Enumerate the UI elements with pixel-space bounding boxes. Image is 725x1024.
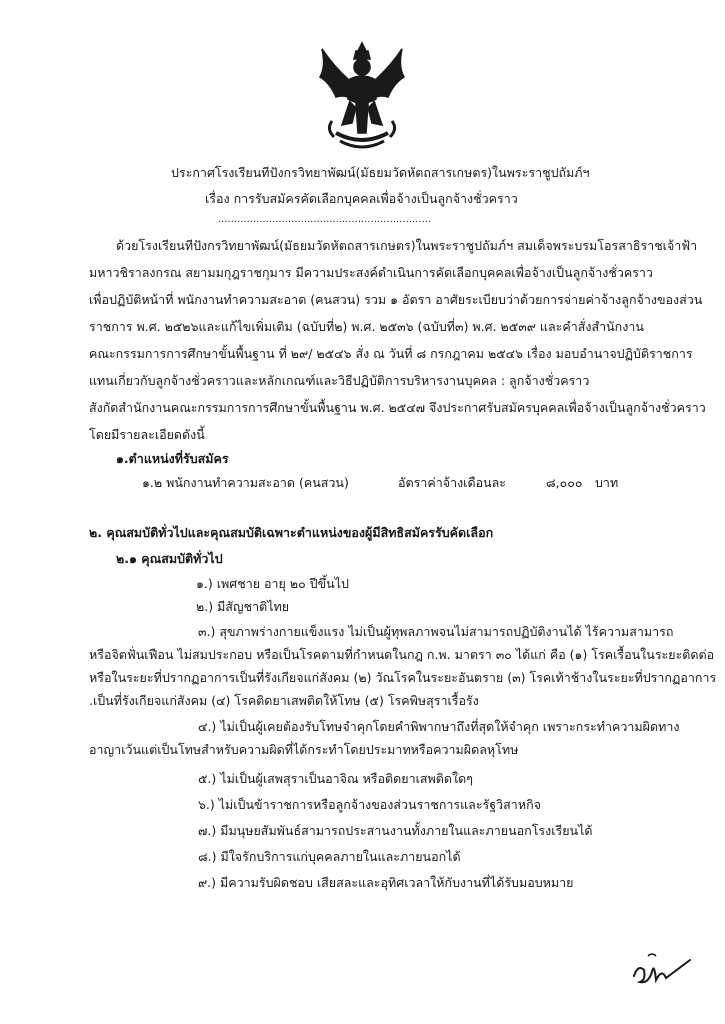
qualification-item: ๕.) ไม่เป็นผู้เสพสุราเป็นอาจิณ หรือติดยาเสพติดใดๆ: [198, 771, 473, 786]
intro-line: ราชการ พ.ศ. ๒๕๒๖และแก้ไขเพิ่มเติม (ฉบับที่๒) พ.ศ. ๒๕๓๖ (ฉบับที่๓) พ.ศ. ๒๕๓๙ และคำสั่งสำนักงาน: [89, 319, 644, 334]
qualification-item: ๙.) มีความรับผิดชอบ เสียสละและอุทิศเวลาให้กับงานที่ได้รับมอบหมาย: [198, 875, 574, 890]
announcement-subject: เรื่อง การรับสมัครคัดเลือกบุคคลเพื่อจ้างเป็นลูกจ้างชั่วคราว: [205, 191, 518, 206]
intro-line: โดยมีรายละเอียดดังนี้: [89, 427, 205, 442]
qualification-item: ๑.) เพศชาย อายุ ๒๐ ปีขึ้นไป: [196, 576, 349, 591]
intro-line: ด้วยโรงเรียนทีปังกรวิทยาพัฒน์(มัธยมวัดหัตถสารเกษตร)ในพระราชูปถัมภ์ฯ สมเด็จพระบรมโอรสาธิราชเจ้าฟ้า: [116, 238, 698, 253]
position-name: ๑.๒ พนักงานทำความสะอาด (คนสวน): [142, 475, 349, 490]
section1-heading: ๑.ตำแหน่งที่รับสมัคร: [116, 451, 229, 466]
qualification-item: ๗.) มีมนุษยสัมพันธ์สามารถประสานงานทั้งภายในและภายนอกโรงเรียนได้: [198, 823, 593, 838]
intro-line: แทนเกี่ยวกับลูกจ้างชั่วคราวและหลักเกณฑ์และวิธีปฏิบัติการบริหารงานบุคคล : ลูกจ้างชั่วคราว: [89, 373, 590, 388]
qualification-item-cont: .เป็นที่รังเกียจแก่สังคม (๔) โรคติดยาเสพติดให้โทษ (๕) โรคพิษสุราเรื้อรัง: [89, 693, 479, 708]
wage-value: ๘,๐๐๐: [546, 475, 583, 490]
qualification-item-cont: อาญาเว้นแต่เป็นโทษสำหรับความผิดที่ได้กระทำโดยประมาทหรือความผิดลหุโทษ: [89, 742, 519, 757]
section2-heading: ๒. คุณสมบัติทั่วไปและคุณสมบัติเฉพาะตำแหน่งของผู้มีสิทธิสมัครรับคัดเลือก: [89, 525, 494, 540]
intro-line: มหาวชิราลงกรณ สยามมกุฎราชกุมาร มีความประสงค์ดำเนินการคัดเลือกบุคคลเพื่อจ้างเป็นลูกจ้างชั่วคราว: [89, 265, 653, 280]
qualification-item: ๒.) มีสัญชาติไทย: [196, 599, 290, 614]
qualification-item-cont: หรือในระยะที่ปรากฏอาการเป็นที่รังเกียจแก่สังคม (๒) วัณโรคในระยะอันตราย (๓) โรคเท้าช้างในระยะที่ปรากฏอาการ: [89, 670, 717, 685]
intro-line: คณะกรรมการการศึกษาขั้นพื้นฐาน ที่ ๒๙/ ๒๕๔๖ สั่ง ณ วันที่ ๘ กรกฎาคม ๒๕๔๖ เรื่อง มอบอำนาจปฏิบัติราชการ: [89, 346, 693, 361]
garuda-emblem-icon: [312, 37, 412, 155]
intro-line: สังกัดสำนักงานคณะกรรมการการศึกษาขั้นพื้นฐาน พ.ศ. ๒๕๔๗ จึงประกาศรับสมัครบุคคลเพื่อจ้างเป็นลูกจ้างชั่วคราว: [89, 400, 706, 415]
section2-subheading: ๒.๑ คุณสมบัติทั่วไป: [116, 551, 223, 566]
qualification-item: ๖.) ไม่เป็นข้าราชการหรือลูกจ้างของส่วนราชการและรัฐวิสาหกิจ: [198, 797, 541, 812]
qualification-item: ๘.) มีใจรักบริการแก่บุคคลภายในและภายนอกได้: [198, 849, 461, 864]
qualification-item: ๔.) ไม่เป็นผู้เคยต้องรับโทษจำคุกโดยคำพิพากษาถึงที่สุดให้จำคุก เพราะกระทำความผิดทาง: [198, 719, 680, 734]
wage-unit: บาท: [595, 475, 619, 490]
qualification-item: ๓.) สุขภาพร่างกายแข็งแรง ไม่เป็นผู้ทุพลภาพจนไม่สามารถปฏิบัติงานได้ ไร้ความสามารถ: [198, 624, 674, 639]
qualification-item-cont: หรือจิตฟั่นเฟือน ไม่สมประกอบ หรือเป็นโรคตามที่กำหนดในกฎ ก.พ. มาตรา ๓๐ ได้แก่ คือ (๑) โรคเรื้อนในระยะติดต่อ: [89, 647, 715, 662]
wage-label: อัตราค่าจ้างเดือนละ: [398, 475, 507, 490]
announcement-title: ประกาศโรงเรียนทีปังกรวิทยาพัฒน์(มัธยมวัดหัตถสารเกษตร)ในพระราชูปถัมภ์ฯ: [171, 165, 590, 180]
title-divider: ...................................................................: [218, 214, 431, 225]
handwritten-signature: [628, 950, 698, 990]
intro-line: เพื่อปฏิบัติหน้าที่ พนักงานทำความสะอาด (คนสวน) รวม ๑ อัตรา อาศัยระเบียบว่าด้วยการจ่ายค่าจ้างลูกจ้างของส่วน: [89, 292, 703, 307]
